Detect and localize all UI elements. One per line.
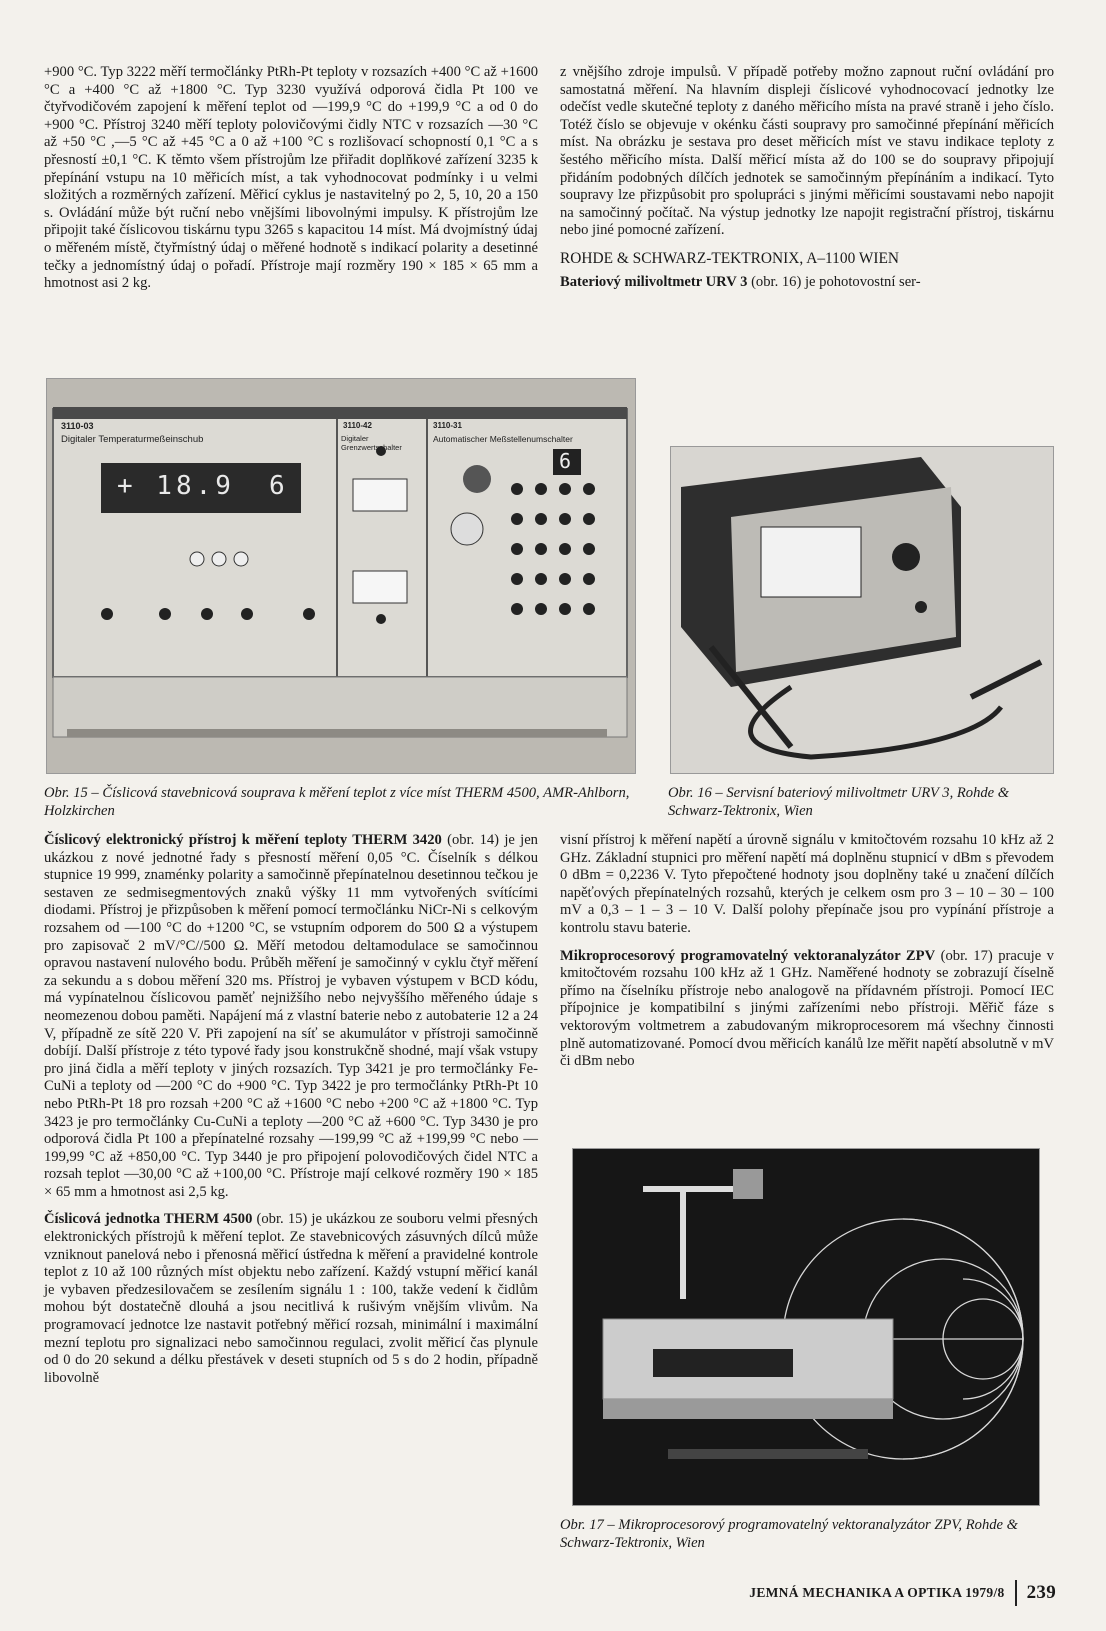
figure-17-photo xyxy=(572,1148,1040,1506)
millivoltmeter-illustration xyxy=(671,447,1053,773)
paragraph-rest: (obr. 17) pracuje v kmitočtovém rozsahu 100 kHz až 1 GHz. Naměřené hodnoty se zobrazují číselně přímo na číselníku přístroje nebo analogově na přídavném přístroji. Pomocí IEC přípojnice je kompatibilní s jinými zařízeními nebo přístroji. Měřič fáze s vektorovým voltmetrem a zabudovaným mikroprocesorem má všechny činnosti plně automatizované. Pomocí dvou měřicích kanálů lze měřit napětí absolutně v mV či dBm nebo xyxy=(560,947,1054,1070)
paragraph: visní přístroj k měření napětí a úrovně signálu v kmitočtovém rozsahu 10 kHz až 2 GHz. Základní stupnici pro měření napětí má doplněnu stupnicí v dBm s převodem 0 dBm = 0,2236 V. Tyto přepočtené hodnoty jsou doplněny také u značení dílčích napěťových přepínatelných rozsahů, kterých je celkem osm pro 3 – 10 – 30 – 100 mV a 0,3 – 1 – 3 – 10 V. Další polohy přepínače jsou pro vypínání přístroje a kontrolu stavu baterie. xyxy=(560,832,1054,936)
vector-analyzer-illustration xyxy=(573,1149,1039,1505)
figure-17-caption: Obr. 17 – Mikroprocesorový programovatelný vektoranalyzátor ZPV, Rohde & Schwarz-Tektronix, Wien xyxy=(560,1517,1019,1551)
panel-1-label: Digitaler Temperaturmeßeinschub xyxy=(61,434,204,445)
panel-1-id: 3110-03 xyxy=(61,421,94,431)
channel-display: 6 xyxy=(559,449,572,473)
panel-2-label: Digitaler Grenzwertschalter xyxy=(341,434,402,452)
bold-lead: Bateriový milivoltmetr URV 3 xyxy=(560,273,748,290)
bold-lead: Číslicová jednotka THERM 4500 xyxy=(44,1211,253,1228)
figure-15-photo xyxy=(46,378,636,774)
panel-3-label: Automatischer Meßstellenumschalter xyxy=(433,434,573,444)
paragraph: z vnějšího zdroje impulsů. V případě potřeby možno zapnout ruční ovládání pro samostatná měření. Na hlavním displeji číslicové vyhodnocovací jednotky lze odečíst vedle skutečné teploty z daného měřicího místa na pravé straně i jeho číslo. Totéž číslo se objevuje v okénku části soupravy pro samočinné přepínání měřicích míst. Na obrázku je sestava pro deset měřicích míst ve stavu indikace teploty z šestého měřicího místa. Další měřicí místa až do 100 se do soupravy připojují přidáním podobných dílčích jednotek se samočinným přepínáním a indikací. Tyto soupravy lze přizpůsobit pro spolupráci s jinými měřicími soustavami nebo napojit na samočinný počítač. Na výstup jednotky lze napojit registrační přístroj, tiskárnu nebo jiné pomocné zařízení. xyxy=(560,64,1054,239)
place-display: 6 xyxy=(269,471,285,501)
bold-lead: Mikroprocesorový programovatelný vektoranalyzátor ZPV xyxy=(560,947,936,964)
figure-16-photo xyxy=(670,446,1054,774)
bold-lead: Číslicový elektronický přístroj k měření teploty THERM 3420 xyxy=(44,832,442,848)
paragraph-rest: (obr. 14) je jen ukázkou z nové jednotné řady s přesností měření 0,05 °C. Číselník s délkou stupnice 19 999, znaménky polarity a samočinně přepínatelnou desetinnou tečkou je sestaven ze sedmisegmentových znaků výšky 11 mm vytvořených svítícími diodami. Přístroj je přizpůsoben k měření pomocí termočlánku NiCr-Ni s celkovým rozsahem od —100 °C do +1200 °C, se vstupním odporem do 500 Ω a výstupem pro zapisovač 2 mV/°C//500 Ω. Měří metodou deltamodulace se samočinnou opravou nastavení nulového bodu. Průběh měření je samočinný v cyklu čtyř měření za sekundu a s dobou měření 320 ms. Přístroj je vybaven výstupem v BCD kódu, má vypínatelnou číslicovou paměť nejnižšího nebo nejvyššího měřeného údaje s neomezenou dobou paměti. Napájení má z vlastní baterie nebo z autobaterie 12 a 24 V, případně ze sítě 220 V. Při zapojení na síť se akumulátor v přístroji samočinně dobíjí. Další přístroje z této typové řady jsou konstrukčně shodné, mají však vstupy pro jiná čidla a měří teploty v jiných rozsazích. Typ 3421 je pro termočlánky Fe-CuNi a teploty od —200 °C do +900 °C. Typ 3422 je pro termočlánky PtRh-Pt 10 nebo PtRh-Pt 18 pro rozsah +200 °C až +1600 °C nebo +200 °C až +1800 °C. Typ 3423 je pro termočlánky Cu-CuNi a teploty —200 °C až +600 °C. Typ 3430 je pro odporová čidla Pt 100 a přepínatelné rozsahy —199,99 °C až +199,99 °C nebo —199,99 °C až +850,00 °C. Typ 3440 je pro připojení polovodičových čidel NTC a rozsah teplot —30,00 °C až +100,00 °C. Přístroje mají celkové rozměry 190 × 185 × 65 mm a hmotnost asi 2,5 kg. xyxy=(44,832,538,1200)
paragraph xyxy=(560,948,1054,1071)
paragraph: +900 °C. Typ 3222 měří termočlánky PtRh-Pt teploty v rozsazích +400 °C až +1600 °C a +400 °C až +1800 °C. Typ 3230 využívá odporová čidla Pt 100 ve čtyřvodičovém zapojení k měření teplot od —199,9 °C do +199,9 °C a od 0 do +900 °C. Přístroj 3240 měří teploty polovičovými čidly NTC v rozsazích —30 °C až +50 °C ,—5 °C až +45 °C a 0 až +100 °C s rozlišovací schopností 0,1 °C a s přesností ±0,1 °C. K těmto všem přístrojům lze přiřadit doplňkové zařízení 3235 k přepínání vstupu na 10 měřicích míst, a tak vyhodnocovat podmínky i u velmi složitých a rozměrných zařízení. Měřicí cyklus je nastavitelný po 2, 5, 10, 20 a 150 s. Ovládání může být ruční nebo vnějšími libovolnými impulsy. K přístrojům lze připojit také číslicovou tiskárnu typu 3265 s kapacitou 14 míst. Má dvojmístný údaj o měřeném místě, čtyřmístný údaj o měřené hodnotě s indikací polarity a desetinné tečky a jednomístný údaj o pořadí. Přístroje mají rozměry 190 × 185 × 65 mm a hmotnost asi 2 kg. xyxy=(44,64,538,292)
firm-heading: ROHDE & SCHWARZ-TEKTRONIX, A–1100 WIEN xyxy=(560,249,899,267)
paragraph xyxy=(44,1211,538,1387)
panel-2-id: 3110-42 xyxy=(343,421,372,430)
paragraph-rest: (obr. 16) je pohotovostní ser- xyxy=(747,273,921,290)
left-column-top xyxy=(44,64,538,293)
paragraph-rest: (obr. 15) je ukázkou ze souboru velmi přesných elektronických přístrojů k měření teplot. Ze stavebnicových zásuvných dílců může vzniknout panelová nebo i přenosná měřicí ústředna k měření a pravidelné kontrole teplot z 10 až 100 různých míst objektu nebo zařízení. Každý vstupní měřicí kanál je vybaven předzesilovačem se zesílením signálu 1 : 100, takže vedení k čidlům mohou být dostatečně dlouhá a jsou necitlivá k rušivým vnějším vlivům. Na programovací jednotce lze nastavit potřebný měřicí rozsah, minimální i maximální mezní teplotu pro signalizaci nebo samočinnou regulaci, zvolit měřicí čas plynule od 0 do 20 sekund a délku přestávek v deseti stupních od 5 s do 2 hodin, případně libovolně xyxy=(44,1211,538,1386)
page-footer xyxy=(749,1580,1056,1606)
right-column-bottom xyxy=(560,832,1054,1071)
temperature-display: + 18.9 xyxy=(117,471,235,501)
paragraph xyxy=(44,832,538,1201)
right-column-top xyxy=(560,64,1054,291)
panel-3-id: 3110-31 xyxy=(433,421,462,430)
figure-15-caption: Obr. 15 – Číslicová stavebnicová souprava k měření teplot z více míst THERM 4500, AMR-Ahlborn, Holzkirchen xyxy=(44,785,630,819)
figure-16-caption: Obr. 16 – Servisní bateriový milivoltmetr URV 3, Rohde & Schwarz-Tektronix, Wien xyxy=(668,785,1010,819)
left-column-bottom xyxy=(44,832,538,1387)
journal-name: JEMNÁ MECHANIKA A OPTIKA 1979/8 xyxy=(749,1585,1005,1600)
paragraph xyxy=(560,274,1054,292)
footer-divider xyxy=(1015,1580,1017,1606)
page-number: 239 xyxy=(1026,1582,1056,1603)
